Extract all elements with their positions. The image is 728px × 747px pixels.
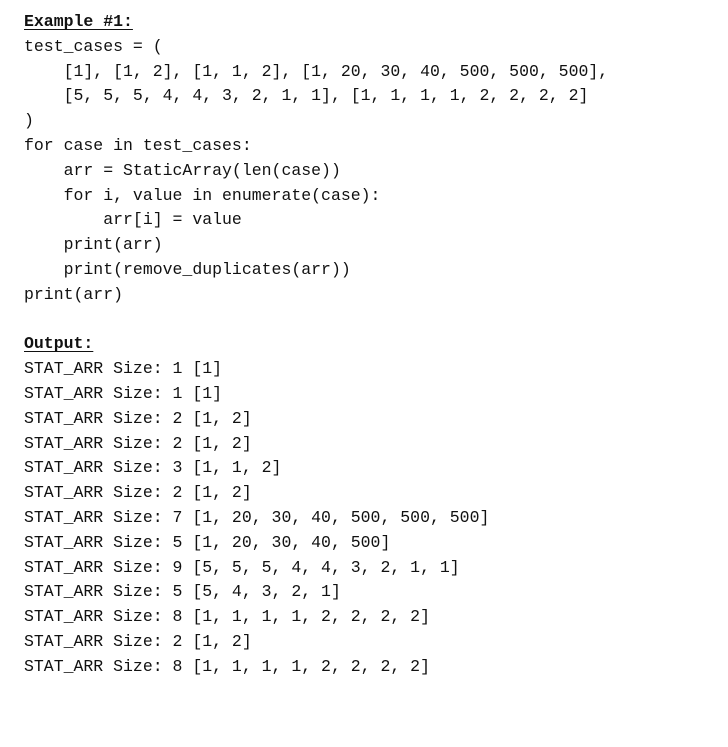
output-line: STAT_ARR Size: 8 [1, 1, 1, 1, 2, 2, 2, 2] — [24, 656, 430, 676]
code-block — [24, 35, 714, 308]
output-line: STAT_ARR Size: 2 [1, 2] — [24, 433, 252, 453]
output-line: STAT_ARR Size: 9 [5, 5, 5, 4, 4, 3, 2, 1, 1] — [24, 557, 460, 577]
output-line: STAT_ARR Size: 2 [1, 2] — [24, 631, 252, 651]
spacer — [24, 308, 714, 333]
code-line: print(arr) — [24, 284, 124, 304]
code-line: [1], [1, 2], [1, 1, 2], [1, 20, 30, 40, 500, 500, 500], — [24, 61, 609, 81]
output-line: STAT_ARR Size: 5 [1, 20, 30, 40, 500] — [24, 532, 391, 552]
example-heading: Example #1: — [24, 12, 133, 31]
output-line: STAT_ARR Size: 5 [5, 4, 3, 2, 1] — [24, 582, 341, 602]
output-heading: Output: — [24, 334, 94, 354]
code-line: [5, 5, 5, 4, 4, 3, 2, 1, 1], [1, 1, 1, 1, 2, 2, 2, 2] — [24, 86, 589, 106]
output-line: STAT_ARR Size: 3 [1, 1, 2] — [24, 458, 282, 478]
code-line: test_cases = ( — [24, 36, 163, 56]
code-line: for case in test_cases: — [24, 135, 252, 155]
output-line: STAT_ARR Size: 2 [1, 2] — [24, 408, 252, 428]
code-line: arr[i] = value — [24, 210, 242, 230]
output-line: STAT_ARR Size: 7 [1, 20, 30, 40, 500, 500, 500] — [24, 507, 490, 527]
output-line: STAT_ARR Size: 2 [1, 2] — [24, 483, 252, 503]
code-line: arr = StaticArray(len(case)) — [24, 160, 341, 180]
output-line: STAT_ARR Size: 1 [1] — [24, 359, 223, 379]
output-line: STAT_ARR Size: 1 [1] — [24, 383, 223, 403]
code-line: print(remove_duplicates(arr)) — [24, 259, 351, 279]
code-line: ) — [24, 111, 34, 131]
output-line: STAT_ARR Size: 8 [1, 1, 1, 1, 2, 2, 2, 2] — [24, 607, 430, 627]
output-block — [24, 357, 714, 679]
code-line: print(arr) — [24, 235, 163, 255]
code-line: for i, value in enumerate(case): — [24, 185, 381, 205]
document — [24, 10, 714, 680]
